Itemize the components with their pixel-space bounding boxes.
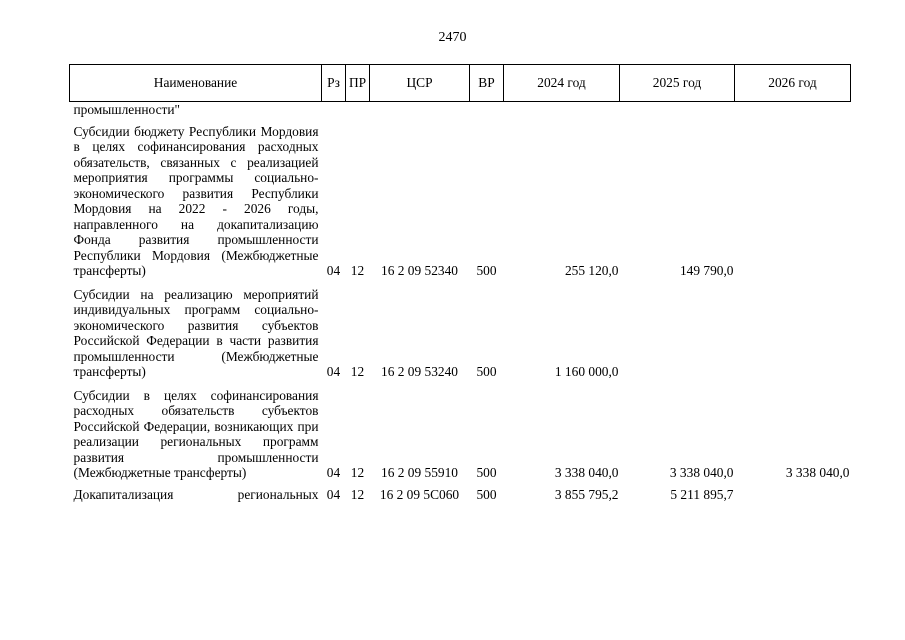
- table-row: [70, 118, 851, 279]
- row-vr: [470, 102, 504, 118]
- row-csr: 16 2 09 5С060: [379, 486, 460, 502]
- row-vr: 500: [476, 465, 497, 480]
- header-2024: 2024 год: [504, 65, 620, 102]
- row-vr: 500: [476, 486, 497, 502]
- header-name: Наименование: [70, 65, 322, 102]
- row-2025: 5 211 895,7: [670, 486, 734, 502]
- table-header-row: [70, 65, 851, 102]
- row-name: Субсидии бюджету Республики Мордовия в целях софинансирования расходных обязательств, связанных с реализацией мероприятия программы социально-экономического развития Республики Мордовия на 2022 - 2026 годы, направленного на докапитализацию Фонда развития промышленности Республики Мордовия (Межбюджетные трансферты): [73, 123, 319, 278]
- row-2024: 3 338 040,0: [554, 465, 619, 480]
- row-2025: [620, 279, 735, 380]
- row-2026: [735, 118, 851, 279]
- row-vr: 500: [476, 364, 497, 379]
- row-vr: 500: [476, 263, 497, 278]
- row-csr: 16 2 09 55910: [381, 465, 458, 480]
- row-2026: 3 338 040,0: [785, 465, 850, 480]
- header-pr: ПР: [346, 65, 370, 102]
- table-row: [70, 481, 851, 503]
- row-2025: 149 790,0: [679, 263, 734, 278]
- header-vr: ВР: [470, 65, 504, 102]
- row-pr: 12: [350, 465, 365, 480]
- row-2024: 255 120,0: [564, 263, 619, 278]
- row-rz: [322, 102, 346, 118]
- table-row: [70, 102, 851, 118]
- row-pr: [346, 102, 370, 118]
- page-number: 2470: [438, 30, 467, 45]
- row-csr: 16 2 09 52340: [381, 263, 458, 278]
- header-csr: ЦСР: [370, 65, 470, 102]
- row-2024: 3 855 795,2: [554, 486, 619, 502]
- row-2025: 3 338 040,0: [669, 465, 734, 480]
- row-name: Субсидии в целях софинансирования расходных обязательств субъектов Российской Федерации, возникающих при реализации региональных программ развития промышленности (Межбюджетные трансферты): [73, 387, 319, 480]
- row-rz: 04: [326, 263, 341, 278]
- budget-table: [69, 64, 851, 502]
- table-row: [70, 380, 851, 481]
- row-csr: 16 2 09 53240: [381, 364, 458, 379]
- row-rz: 04: [326, 364, 341, 379]
- row-2026: [735, 279, 851, 380]
- row-pr: 12: [350, 263, 365, 278]
- row-rz: 04: [326, 465, 341, 480]
- row-2026: [735, 481, 851, 503]
- row-2024: 1 160 000,0: [554, 364, 619, 379]
- row-rz: 04: [326, 486, 341, 502]
- table-row: [70, 279, 851, 380]
- row-name: Докапитализация региональных: [73, 486, 319, 502]
- row-pr: 12: [350, 364, 365, 379]
- row-2024: [504, 102, 620, 118]
- row-2026: [735, 102, 851, 118]
- row-name: Субсидии на реализацию мероприятий индивидуальных программ социально-экономического развития субъектов Российской Федерации в части развития промышленности (Межбюджетные трансферты): [73, 286, 319, 379]
- row-csr: [370, 102, 470, 118]
- row-2025: [620, 102, 735, 118]
- header-2026: 2026 год: [735, 65, 851, 102]
- row-name: промышленности": [73, 102, 180, 117]
- header-rz: Рз: [322, 65, 346, 102]
- row-pr: 12: [350, 486, 365, 502]
- header-2025: 2025 год: [620, 65, 735, 102]
